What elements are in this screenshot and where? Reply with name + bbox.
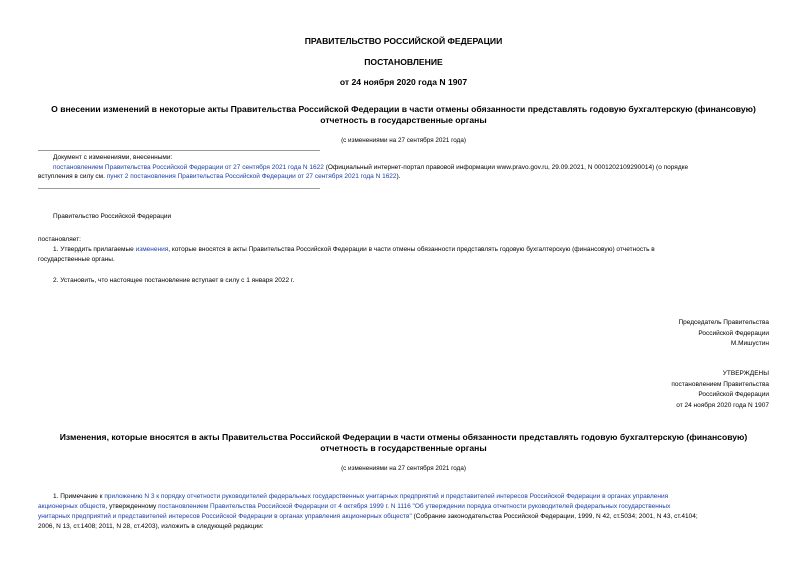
item1-line2: государственные органы. xyxy=(38,256,115,263)
document-date-number: от 24 ноября 2020 года N 1907 xyxy=(339,77,468,87)
decree-1116-link[interactable]: постановлением Правительства Российской Федерации от 4 октября 1999 г. N 1116 "Об утверждении порядка отчетности руководителей федеральных государственных xyxy=(158,503,671,510)
approved-org: Российской Федерации xyxy=(698,391,769,398)
changes-p1-line2 xyxy=(38,502,769,512)
item1-line1 xyxy=(53,245,769,255)
appendix-link[interactable]: приложению N 3 к порядку отчетности руководителей федеральных государственных унитарных предприятий и представителей интересов Российской Федерации в органах управления xyxy=(104,493,669,500)
document-title-line1: О внесении изменений в некоторые акты Правительства Российской Федерации в части отмены обязанности представлять годовую бухгалтерскую (финансовую) xyxy=(51,104,756,114)
item2: 2. Установить, что настоящее постановление вступает в силу с 1 января 2022 г. xyxy=(53,277,295,284)
legislation-ref: (Собрание законодательства Российской Федерации, 1999, N 42, ст.5034; 2001, N 43, ст.4104; xyxy=(411,513,698,520)
changes-title-line2: отчетность в государственные органы xyxy=(320,443,487,453)
signature-block xyxy=(678,318,769,350)
publication-info: (Официальный интернет-портал правовой информации www.pravo.gov.ru, 29.09.2021, N 0001202109290014) (о порядке xyxy=(323,164,689,171)
government-heading: ПРАВИТЕЛЬСТВО РОССИЙСКОЙ ФЕДЕРАЦИИ xyxy=(304,36,503,46)
item1-prefix: 1. Утвердить прилагаемые xyxy=(53,246,136,253)
entry-into-force-text: вступления в силу см. xyxy=(38,173,107,180)
changes-p1-line1 xyxy=(53,492,769,502)
decrees-word: постановляет: xyxy=(38,236,81,243)
changes-p1-line4: 2006, N 13, ст.1408; 2011, N 28, ст.4203), изложить в следующей редакции: xyxy=(38,523,264,530)
closing-paren: ). xyxy=(396,173,401,180)
approved-by: постановлением Правительства xyxy=(671,380,769,388)
amendment-note: (с изменениями на 27 сентября 2021 года) xyxy=(341,137,466,144)
signature-position: Председатель Правительства xyxy=(678,319,769,326)
changes-p1-line3 xyxy=(38,512,769,522)
item1-text: , которые вносятся в акты Правительства Российской Федерации в части отмены обязанности представлять годовую бухгалтерскую (финансовую) отчетность в xyxy=(168,246,655,253)
changes-intro: Документ с изменениями, внесенными: xyxy=(53,154,173,161)
government-rf: Правительство Российской Федерации xyxy=(53,213,172,220)
decree-1116-link-cont[interactable]: унитарных предприятий и представителей интересов Российской Федерации в органах управления акционерных обществ" xyxy=(38,513,412,520)
approved-word: УТВЕРЖДЕНЫ xyxy=(722,370,769,377)
amending-act-link[interactable]: постановлением Правительства Российской Федерации от 27 сентября 2021 года N 1622 xyxy=(53,164,324,171)
approval-block xyxy=(671,369,769,411)
changes-link[interactable]: изменения xyxy=(135,246,169,253)
approved-by-text: , утвержденному xyxy=(105,503,159,510)
document-title-line2: отчетность в государственные органы xyxy=(320,115,487,125)
approved-date: от 24 ноября 2020 года N 1907 xyxy=(676,401,769,409)
appendix-link-cont[interactable]: акционерных обществ xyxy=(38,503,106,510)
divider-top xyxy=(38,150,320,151)
changes-line2 xyxy=(38,172,401,182)
document-type: ПОСТАНОВЛЕНИЕ xyxy=(364,57,443,67)
changes-title-line1: Изменения, которые вносятся в акты Правительства Российской Федерации в части отмены обязанности представлять годовую бухгалтерскую (финансовую) xyxy=(59,432,748,442)
divider-bottom xyxy=(38,188,320,189)
signature-name: М.Мишустин xyxy=(730,340,769,347)
changes-amendment-note: (с изменениями на 27 сентября 2021 года) xyxy=(341,465,466,472)
note-prefix: 1. Примечание к xyxy=(53,493,105,500)
entry-into-force-link[interactable]: пункт 2 постановления Правительства Российской Федерации от 27 сентября 2021 года N 1622 xyxy=(106,173,397,180)
signature-org: Российской Федерации xyxy=(698,329,769,337)
